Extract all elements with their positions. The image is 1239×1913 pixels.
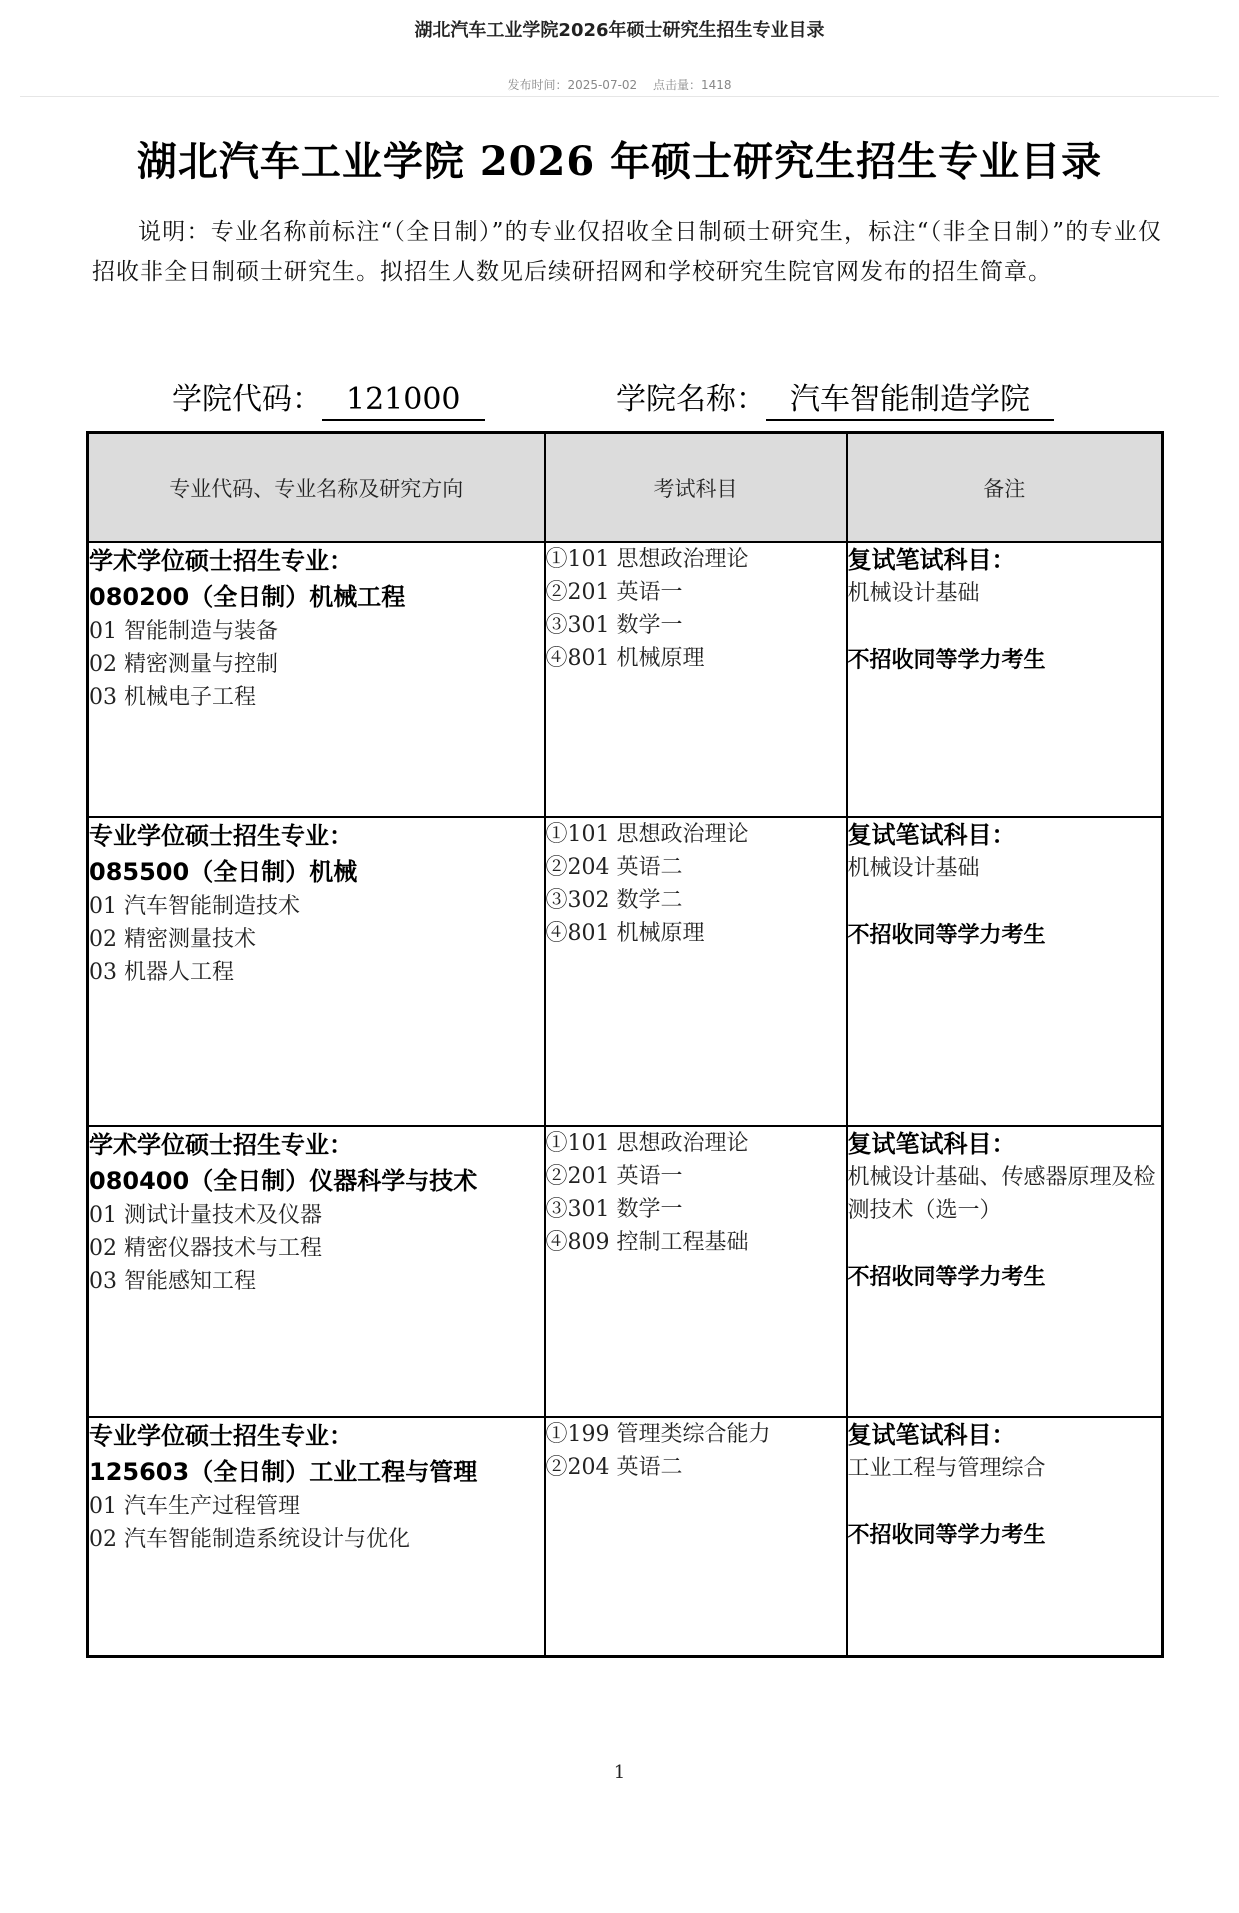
page-number: 1 [613, 1762, 626, 1783]
direction-item: 03 机器人工程 [89, 960, 234, 985]
table-row [88, 817, 1163, 1126]
college-name-label: 学院名称： [616, 382, 766, 417]
retest-label: 复试笔试科目： [847, 1421, 1016, 1449]
direction-item: 03 机械电子工程 [89, 685, 256, 710]
direction-item: 02 精密测量与控制 [89, 652, 278, 677]
table-row [88, 542, 1163, 817]
direction-item: 01 汽车智能制造技术 [89, 894, 300, 919]
direction-item: 02 精密仪器技术与工程 [89, 1236, 322, 1261]
exam-cell [545, 1126, 847, 1417]
exam-subject: ②204 英语二 [545, 1455, 683, 1480]
note-cell [847, 542, 1163, 817]
degree-type: 专业学位硕士招生专业： [89, 822, 353, 850]
exam-subject: ④801 机械原理 [545, 646, 705, 671]
article-meta [0, 76, 1239, 93]
web-header [0, 0, 1239, 98]
admission-note: 不招收同等学力考生 [847, 923, 1046, 948]
major-cell [88, 1126, 545, 1417]
table-header-row [88, 433, 1163, 543]
view-count: 点击量：1418 [653, 78, 732, 92]
table-row [88, 1126, 1163, 1417]
degree-type: 学术学位硕士招生专业： [89, 1131, 353, 1159]
college-code-label: 学院代码： [172, 382, 322, 417]
retest-subject: 机械设计基础 [847, 581, 980, 606]
header-major: 专业代码、专业名称及研究方向 [88, 433, 545, 543]
exam-subject: ①101 思想政治理论 [545, 547, 749, 572]
exam-subject: ②204 英语二 [545, 855, 683, 880]
direction-item: 02 精密测量技术 [89, 927, 256, 952]
exam-cell [545, 817, 847, 1126]
note-cell [847, 1126, 1163, 1417]
college-code-value: 121000 [322, 383, 485, 421]
retest-subject: 工业工程与管理综合 [847, 1456, 1046, 1481]
degree-type: 专业学位硕士招生专业： [89, 1422, 353, 1450]
exam-cell [545, 1417, 847, 1656]
exam-subject: ④801 机械原理 [545, 921, 705, 946]
header-divider [20, 96, 1219, 97]
direction-item: 01 汽车生产过程管理 [89, 1494, 300, 1519]
exam-subject: ②201 英语一 [545, 1164, 683, 1189]
note-cell [847, 817, 1163, 1126]
major-name: 080200（全日制）机械工程 [89, 583, 406, 611]
retest-label: 复试笔试科目： [847, 546, 1016, 574]
web-page-title: 湖北汽车工业学院2026年硕士研究生招生专业目录 [414, 20, 825, 41]
major-catalog-table [86, 431, 1164, 1658]
document-title: 湖北汽车工业学院 2026 年硕士研究生招生专业目录 [136, 138, 1103, 185]
admission-note: 不招收同等学力考生 [847, 1523, 1046, 1548]
table-row [88, 1417, 1163, 1656]
admission-note: 不招收同等学力考生 [847, 1265, 1046, 1290]
college-name-value: 汽车智能制造学院 [766, 383, 1054, 421]
college-code-line [172, 374, 485, 421]
header-notes: 备注 [847, 433, 1163, 543]
exam-cell [545, 542, 847, 817]
major-cell [88, 817, 545, 1126]
publish-date: 发布时间：2025-07-02 [507, 78, 638, 92]
direction-item: 01 测试计量技术及仪器 [89, 1203, 322, 1228]
note-cell [847, 1417, 1163, 1656]
exam-subject: ③301 数学一 [545, 1197, 683, 1222]
exam-subject: ③301 数学一 [545, 613, 683, 638]
exam-subject: ①199 管理类综合能力 [545, 1422, 771, 1447]
retest-subject: 机械设计基础、传感器原理及检测技术（选一） [847, 1165, 1156, 1223]
degree-type: 学术学位硕士招生专业： [89, 547, 353, 575]
exam-subject: ③302 数学二 [545, 888, 683, 913]
retest-label: 复试笔试科目： [847, 1130, 1016, 1158]
exam-subject: ①101 思想政治理论 [545, 1131, 749, 1156]
admission-note: 不招收同等学力考生 [847, 648, 1046, 673]
direction-item: 02 汽车智能制造系统设计与优化 [89, 1527, 410, 1552]
major-name: 080400（全日制）仪器科学与技术 [89, 1167, 478, 1195]
major-cell [88, 542, 545, 817]
notice-paragraph: 说明：专业名称前标注“（全日制）”的专业仅招收全日制硕士研究生，标注“（非全日制）”的专业仅招收非全日制硕士研究生。拟招生人数见后续研招网和学校研究生院官网发布的招生简章。 [92, 219, 1162, 285]
major-name: 125603（全日制）工业工程与管理 [89, 1458, 478, 1486]
exam-subject: ④809 控制工程基础 [545, 1230, 749, 1255]
header-exams: 考试科目 [545, 433, 847, 543]
exam-subject: ②201 英语一 [545, 580, 683, 605]
retest-subject: 机械设计基础 [847, 856, 980, 881]
major-name: 085500（全日制）机械 [89, 858, 358, 886]
college-name-line [616, 374, 1054, 421]
direction-item: 01 智能制造与装备 [89, 619, 278, 644]
retest-label: 复试笔试科目： [847, 821, 1016, 849]
major-cell [88, 1417, 545, 1656]
direction-item: 03 智能感知工程 [89, 1269, 256, 1294]
exam-subject: ①101 思想政治理论 [545, 822, 749, 847]
